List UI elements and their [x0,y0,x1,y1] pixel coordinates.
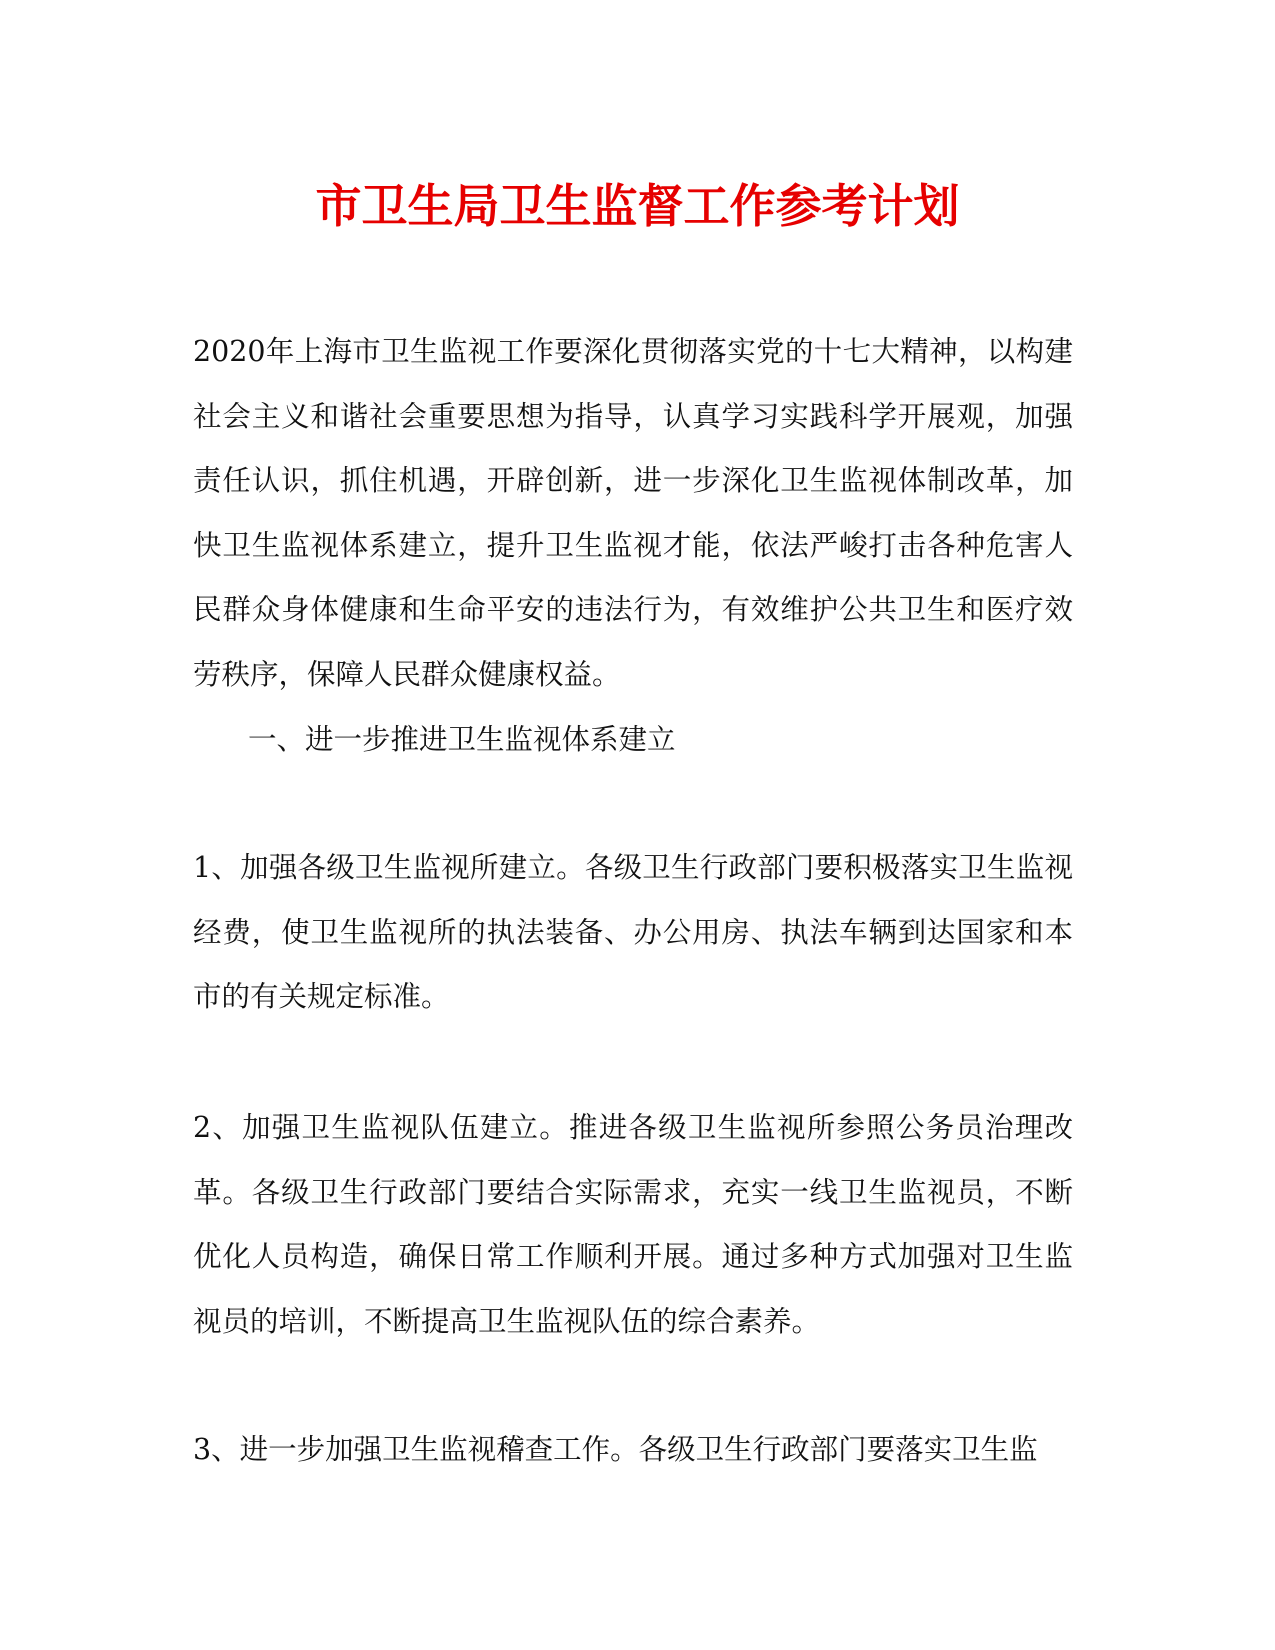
section-heading-1: 一、进一步推进卫生监视体系建立 [248,723,676,756]
list-item-2: 2、加强卫生监视队伍建立。推进各级卫生监视所参照公务员治理改革。各级卫生行政部门要结合实际需求，充实一线卫生监视员，不断优化人员构造，确保日常工作顺利开展。通过多种方式加强对卫生监视员的培训，不断提高卫生监视队伍的综合素养。 [193,1111,1073,1338]
intro-paragraph: 2020年上海市卫生监视工作要深化贯彻落实党的十七大精神，以构建社会主义和谐社会重要思想为指导，认真学习实践科学开展观，加强责任认识，抓住机遇，开辟创新，进一步深化卫生监视体制改革，加快卫生监视体系建立，提升卫生监视才能，依法严峻打击各种危害人民群众身体健康和生命平安的违法行为，有效维护公共卫生和医疗效劳秩序，保障人民群众健康权益。 [193,335,1073,691]
list-item-3: 3、进一步加强卫生监视稽查工作。各级卫生行政部门要落实卫生监 [193,1433,1038,1466]
document-title: 市卫生局卫生监督工作参考计划 [315,179,960,233]
list-item-1: 1、加强各级卫生监视所建立。各级卫生行政部门要积极落实卫生监视经费，使卫生监视所的执法装备、办公用房、执法车辆到达国家和本市的有关规定标准。 [193,851,1073,1013]
